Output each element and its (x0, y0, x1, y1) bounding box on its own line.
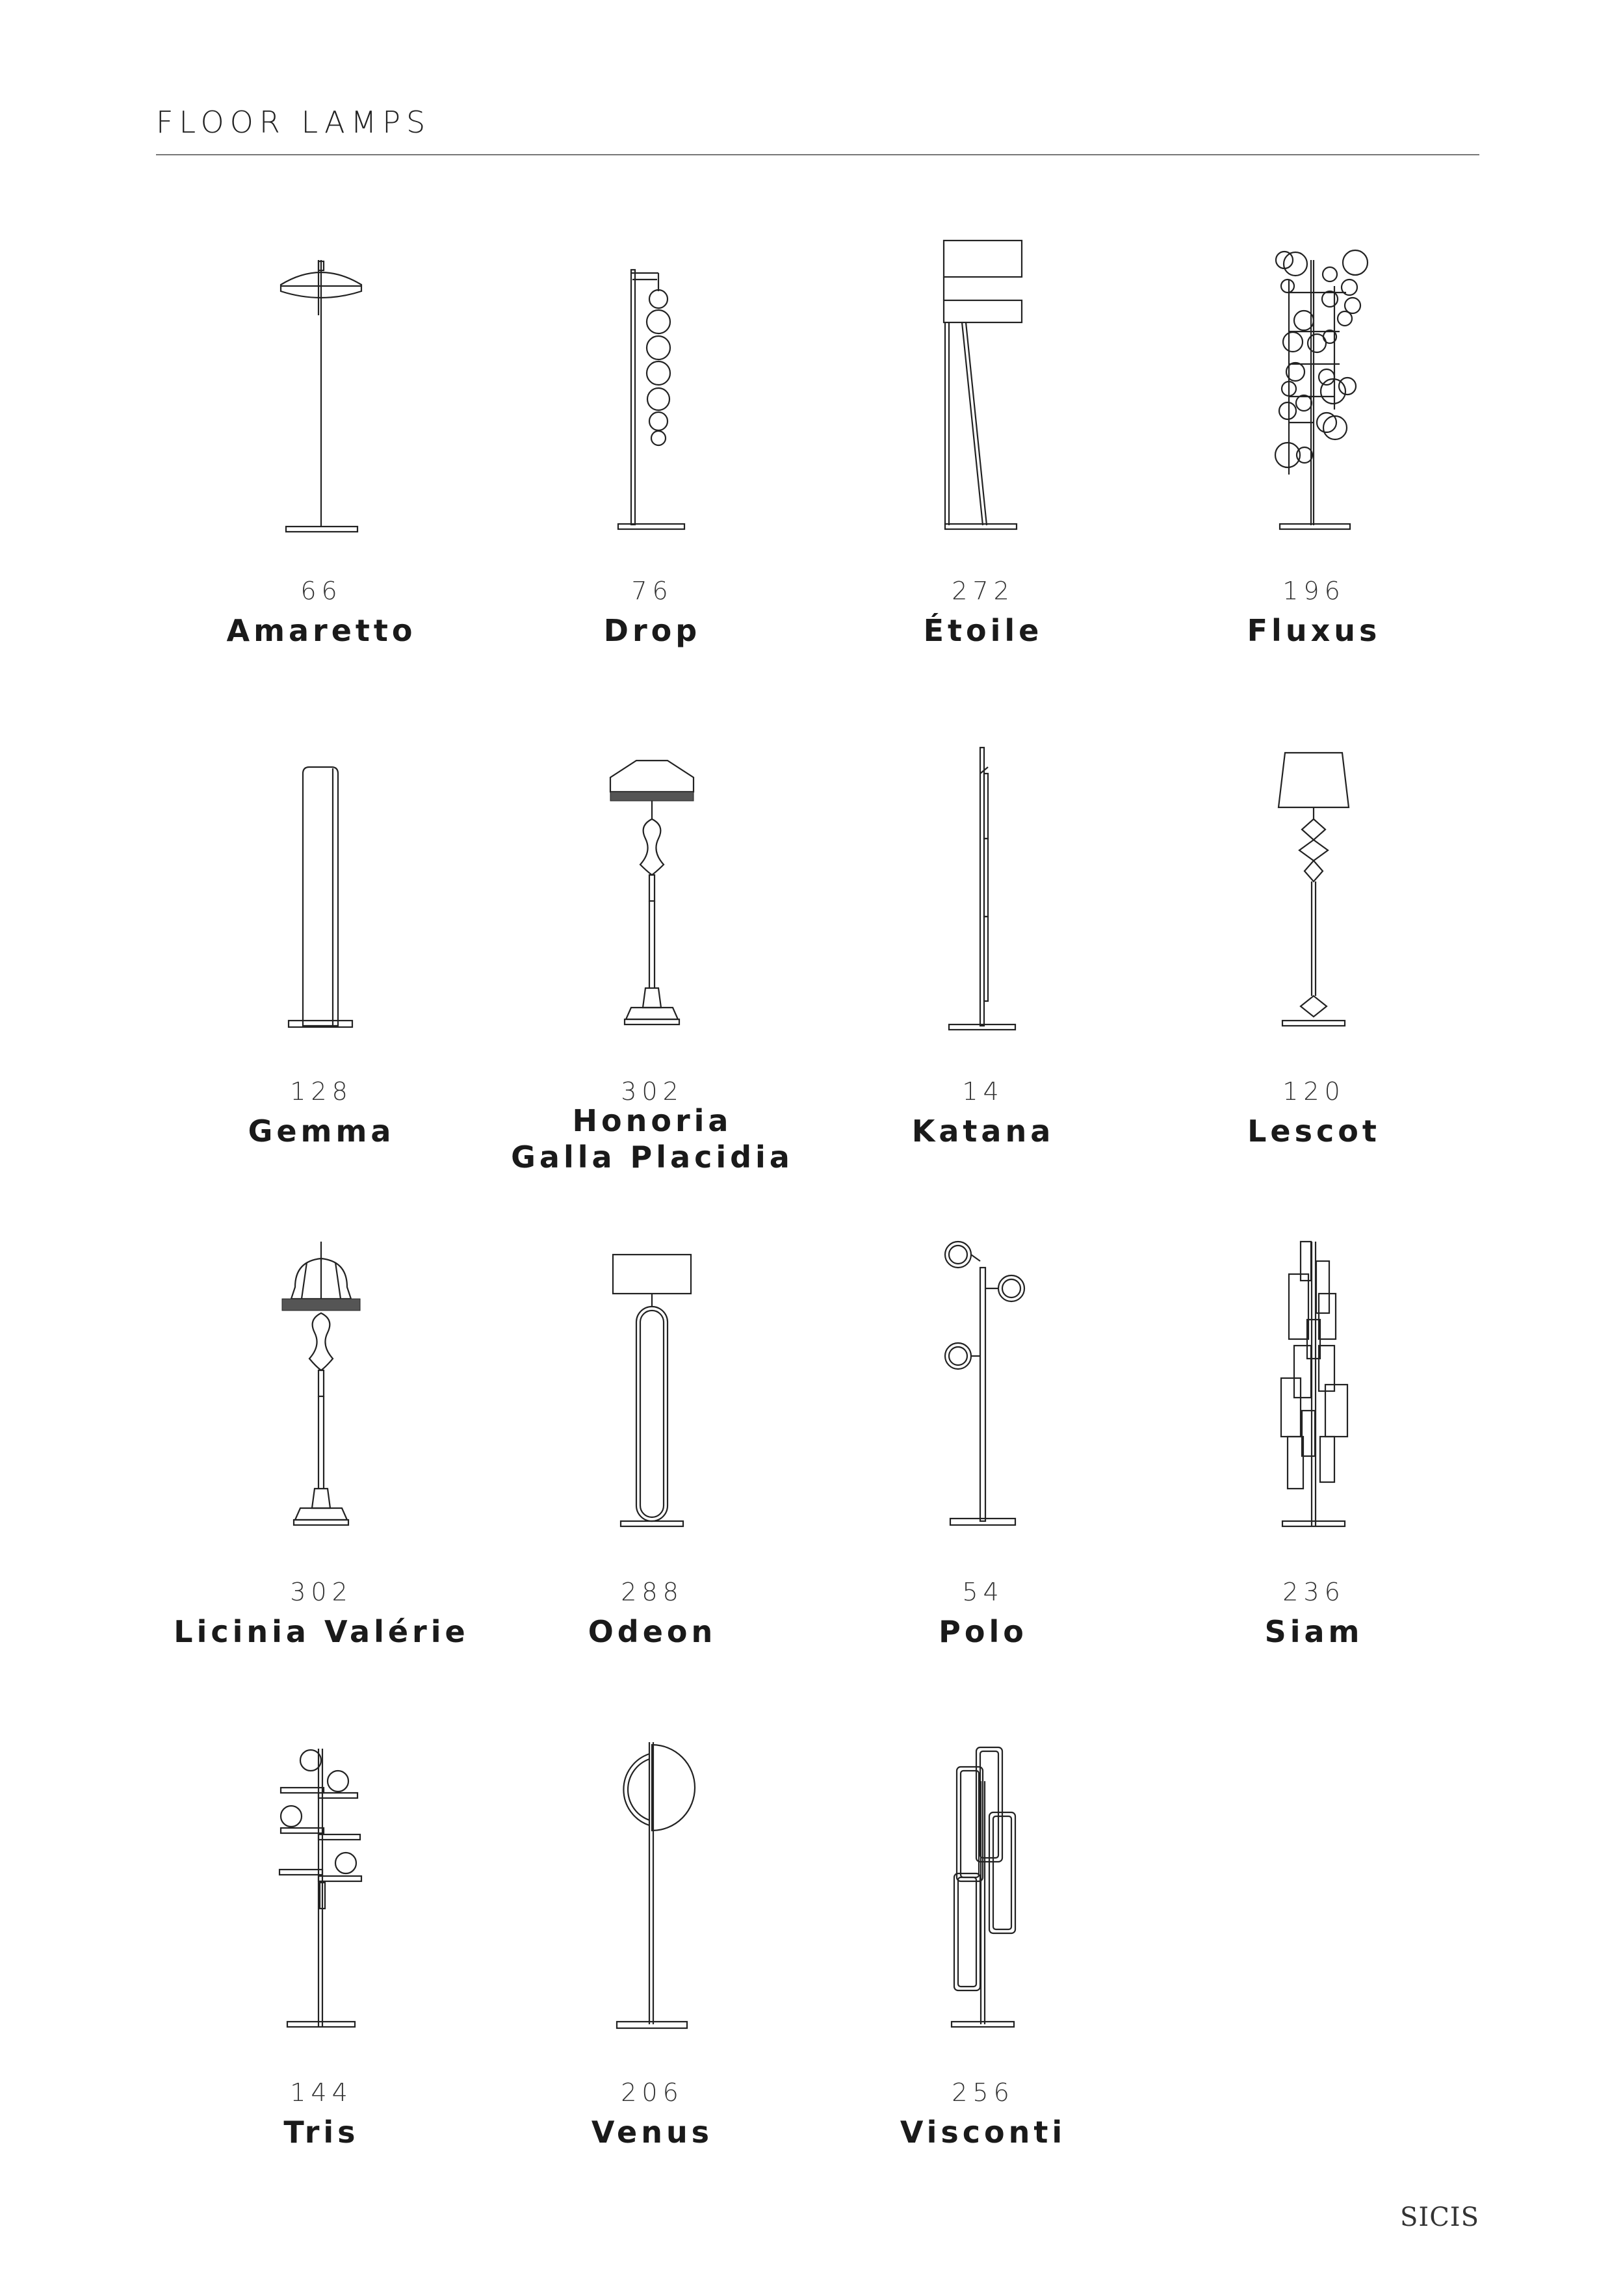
product-name: Étoile (923, 613, 1043, 648)
odeon-lamp-drawing (554, 1216, 749, 1541)
product-card-katana[interactable] (818, 715, 1149, 1170)
product-number: 288 (621, 1578, 684, 1606)
product-card-fluxus[interactable] (1149, 215, 1479, 670)
header-divider (156, 154, 1479, 155)
tris-lamp-drawing (224, 1716, 419, 2041)
product-card-honoria[interactable] (487, 715, 818, 1175)
product-number: 120 (1282, 1077, 1345, 1106)
product-card-amaretto[interactable] (156, 215, 487, 670)
product-card-odeon[interactable] (487, 1216, 818, 1671)
honoria-lamp-drawing (554, 715, 749, 1040)
venus-lamp-drawing (554, 1716, 749, 2041)
fluxus-lamp-drawing (1216, 215, 1411, 540)
gemma-lamp-drawing (224, 715, 419, 1040)
etoile-lamp-drawing (885, 215, 1080, 540)
product-card-siam[interactable] (1149, 1216, 1479, 1671)
product-number: 144 (290, 2078, 353, 2107)
siam-lamp-drawing (1216, 1216, 1411, 1541)
product-row (156, 1716, 1479, 2171)
product-number: 66 (300, 577, 343, 605)
product-number: 128 (290, 1077, 353, 1106)
product-card-lescot[interactable] (1149, 715, 1479, 1170)
product-number: 76 (631, 577, 673, 605)
product-card-drop[interactable] (487, 215, 818, 670)
product-number: 14 (962, 1077, 1004, 1106)
product-name: Fluxus (1247, 613, 1381, 648)
product-name: Katana (911, 1114, 1055, 1149)
product-card-polo[interactable] (818, 1216, 1149, 1671)
product-card-gemma[interactable] (156, 715, 487, 1170)
product-name: Lescot (1247, 1114, 1381, 1149)
product-name: Venus (591, 2115, 714, 2150)
product-number: 236 (1282, 1578, 1345, 1606)
drop-lamp-drawing (554, 215, 749, 540)
product-row (156, 715, 1479, 1175)
product-number: 196 (1282, 577, 1345, 605)
product-number: 54 (962, 1578, 1004, 1606)
product-number: 272 (952, 577, 1015, 605)
product-card-visconti[interactable] (818, 1716, 1149, 2171)
product-name: Siam (1264, 1614, 1364, 1649)
product-number: 302 (621, 1077, 684, 1106)
product-name: Amaretto (226, 613, 417, 648)
lescot-lamp-drawing (1216, 715, 1411, 1040)
product-name: Gemma (248, 1114, 395, 1149)
product-name: Polo (939, 1614, 1028, 1649)
page-header (156, 105, 1479, 140)
product-card-licinia[interactable] (156, 1216, 487, 1671)
product-row (156, 215, 1479, 670)
product-number: 302 (290, 1578, 353, 1606)
visconti-lamp-drawing (885, 1716, 1080, 2041)
product-name: Licinia Valérie (174, 1614, 469, 1649)
amaretto-lamp-drawing (224, 215, 419, 540)
product-card-venus[interactable] (487, 1716, 818, 2171)
product-name: Drop (603, 613, 701, 648)
katana-lamp-drawing (885, 715, 1080, 1040)
product-number: 206 (621, 2078, 684, 2107)
product-name: Visconti (900, 2115, 1067, 2150)
product-card-tris[interactable] (156, 1716, 487, 2171)
licinia-lamp-drawing (224, 1216, 419, 1541)
polo-lamp-drawing (885, 1216, 1080, 1541)
product-number: 256 (952, 2078, 1015, 2107)
product-name: Honoria Galla Placidia (511, 1103, 794, 1175)
product-card-etoile[interactable] (818, 215, 1149, 670)
page-title: FLOOR LAMPS (156, 105, 432, 140)
product-row (156, 1216, 1479, 1671)
brand-logo: SICIS (1399, 2202, 1479, 2232)
product-name: Tris (283, 2115, 359, 2150)
product-name: Odeon (588, 1614, 717, 1649)
